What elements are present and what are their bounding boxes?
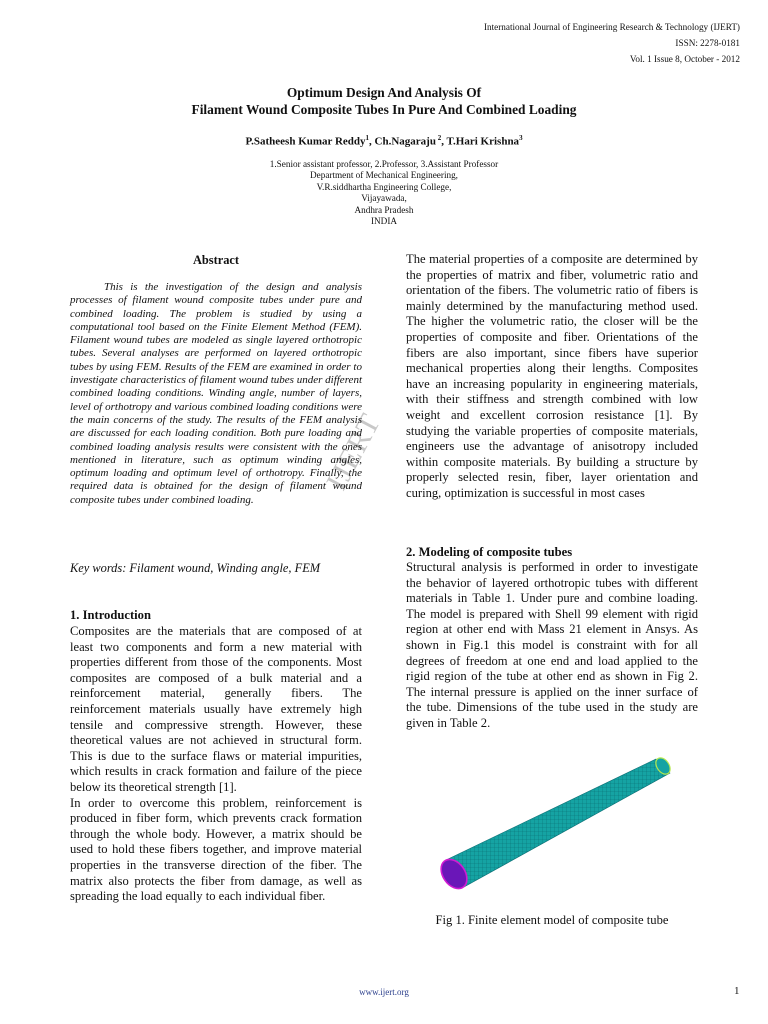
author-sup: 3 — [519, 134, 523, 142]
affiliation-line: Andhra Pradesh — [354, 204, 414, 215]
affiliation-line: Department of Mechanical Engineering, — [310, 170, 458, 181]
abstract-text: This is the investigation of the design and analysis processes of filament wound composite tubes under pure and combined loading. The problem is studied by using a computational tool based on the Finite Element Method (FEM). Filament wound tubes are modeled as single layered orthotropic tubes. Several analyses are performed on layered orthotropic tubes by using FEM. Results of the FEM are examined in order to investigate characteristics of filament wound tubes under different combined loading conditions. Winding angle, number of layers, level of orthotropy and various combined loading conditions were the main concerns of the study. The results of the FEM analysis are discussed for each loading condition. Both pure loading and combined loading analysis results were consistent with the ones mentioned in literature, such as optimum winding angles, optimum loading and optimum level of orthotropy. Finally, the required data is obtained for the design of filament wound composite tubes under combined loading. — [70, 281, 362, 506]
affiliation-line: V.R.siddhartha Engineering College, — [316, 181, 452, 192]
abstract-heading: Abstract — [192, 253, 240, 267]
introduction-body — [70, 624, 362, 905]
volume-issue: Vol. 1 Issue 8, October - 2012 — [629, 54, 740, 64]
author-name: Ch.Nagaraju — [374, 135, 436, 148]
affiliation-line: Vijayawada, — [361, 193, 407, 204]
keywords: Key words: Filament wound, Winding angle, FEM — [70, 561, 321, 575]
author-sep: , — [441, 135, 447, 148]
author-sep: , — [369, 135, 375, 148]
modeling-body: Structural analysis is performed in order to investigate the behavior of layered orthotropic tubes with different materials in Table 1. Under pure and combine loading. The model is prepared with Shell 99 element with rigid region at other end with Mass 21 element in Ansys. As shown in Fig.1 this model is constraint with for all degrees of freedom at one end and load applied to the rigid region of the tube at other end as shown in Fig 2. The internal pressure is applied on the inner surface of the tube. Dimensions of the tube used in the study are given in Table 2. — [406, 560, 698, 730]
author-sup: 2 — [435, 134, 442, 142]
material-properties-paragraph — [406, 252, 698, 502]
affiliation-line: INDIA — [370, 216, 398, 227]
introduction-heading: 1. Introduction — [70, 608, 151, 622]
paper-title-line2: Filament Wound Composite Tubes In Pure And Combined Loading — [191, 102, 577, 117]
issn: ISSN: 2278-0181 — [675, 38, 740, 48]
author-sup: 1 — [365, 134, 370, 142]
author-list — [0, 134, 768, 148]
figure-caption: Fig 1. Finite element model of composite tube — [435, 913, 669, 927]
affiliation-line: 1.Senior assistant professor, 2.Professor, 3.Assistant Professor — [269, 159, 499, 169]
footer-url[interactable]: www.ijert.org — [359, 987, 409, 997]
author-name: P.Satheesh Kumar Reddy — [245, 135, 366, 148]
page-number: 1 — [734, 985, 740, 997]
fem-tube-model — [430, 755, 680, 895]
introduction-paragraph: In order to overcome this problem, reinforcement is produced in fiber form, which prevents crack formation through the whole body. However, a matrix should be used to hold these fibers together, and improve material properties in the transverse direction of the fiber. The matrix also protects the fiber from damage, as well as spreading the load equally to each individual fiber. — [70, 795, 362, 904]
fem-tube-figure — [430, 755, 680, 895]
right-paragraph: The material properties of a composite are determined by the properties of matrix and fiber, volumetric ratio and orientation of the fibers. The volumetric ratio of fibers is mainly determined by the manufacturing method used. The higher the volumetric ratio, the closer will be the properties of composite and fiber. Orientations of the fibers are also important, since fibers have superior mechanical properties along their lengths. Composites have an increasing popularity in engineering materials, with their stiffness and strength combined with low weight and excellent corrosion resistance [1]. By studying the variable properties of composite materials, engineers use the advantage of anisotropy included within composite materials. By building a structure by properly selected resin, fiber, layer orientation and curing, optimization is successful in most cases — [406, 252, 698, 500]
affiliation — [0, 159, 768, 227]
paper-title-line1: Optimum Design And Analysis Of — [286, 85, 482, 100]
author-name: T.Hari Krishna — [446, 135, 520, 148]
journal-name: International Journal of Engineering Research & Technology (IJERT) — [483, 22, 740, 32]
tube-body — [444, 759, 670, 887]
introduction-paragraph: Composites are the materials that are composed of at least two components and form a new material with properties different from those of the components. Most composites are composed of a bulk material and a reinforcement material, generally fibers. The reinforcement materials usually have extremely high tensile and compressive strength. However, these theoretical values are not achieved in structural form. This is due to the surface flaws or material impurities, which results in crack formation and failure of the piece below its theoretical strength [1]. — [70, 624, 362, 794]
watermark: IJERT — [320, 408, 388, 496]
modeling-heading: 2. Modeling of composite tubes — [406, 545, 573, 559]
